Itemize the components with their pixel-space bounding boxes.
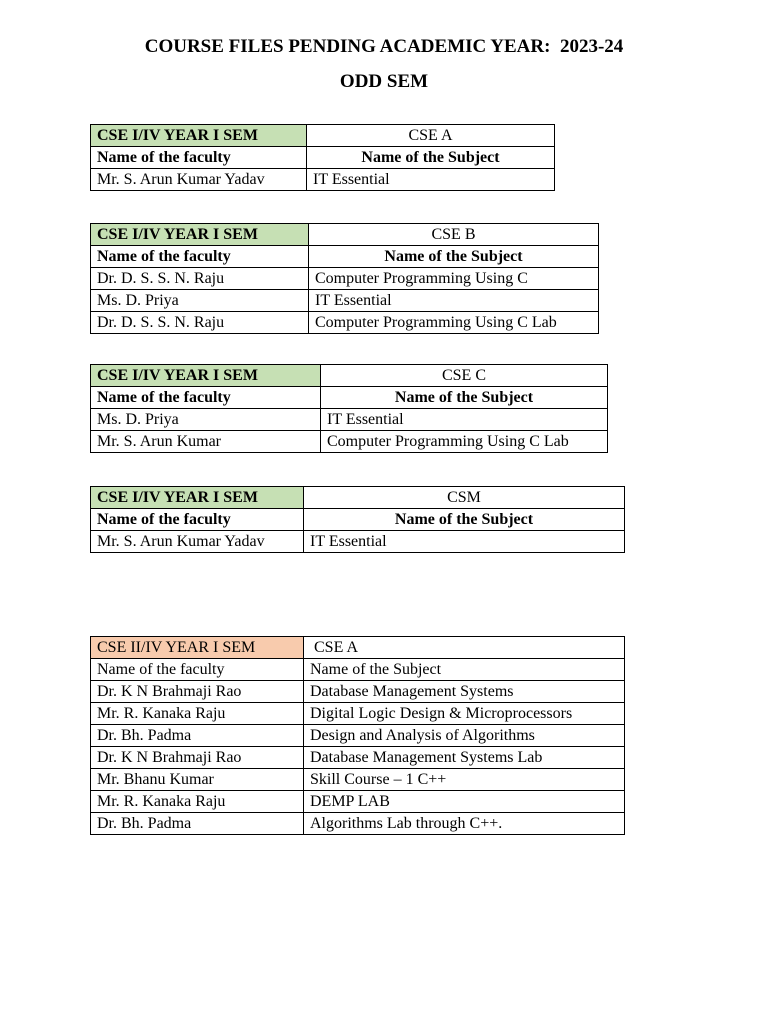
subject-cell: Skill Course – 1 C++ bbox=[304, 769, 625, 791]
year-label-cell: CSE II/IV YEAR I SEM bbox=[91, 637, 304, 659]
table-row bbox=[91, 312, 599, 334]
subject-cell: IT Essential bbox=[304, 531, 625, 553]
section-cell: CSE A bbox=[307, 125, 555, 147]
table-row bbox=[91, 791, 625, 813]
subject-column-header: Name of the Subject bbox=[304, 659, 625, 681]
subject-cell: Database Management Systems Lab bbox=[304, 747, 625, 769]
subject-cell: IT Essential bbox=[309, 290, 599, 312]
table-row bbox=[91, 681, 625, 703]
table-row bbox=[91, 747, 625, 769]
faculty-cell: Mr. S. Arun Kumar bbox=[91, 431, 321, 453]
cse-a-first-year-table bbox=[90, 124, 555, 191]
table-row bbox=[91, 409, 608, 431]
faculty-column-header: Name of the faculty bbox=[91, 387, 321, 409]
faculty-cell: Dr. K N Brahmaji Rao bbox=[91, 747, 304, 769]
column-header-row bbox=[91, 509, 625, 531]
faculty-cell: Mr. S. Arun Kumar Yadav bbox=[91, 169, 307, 191]
table-row bbox=[91, 169, 555, 191]
faculty-cell: Dr. D. S. S. N. Raju bbox=[91, 312, 309, 334]
semester-subtitle: ODD SEM bbox=[339, 71, 429, 92]
cse-b-first-year-table bbox=[90, 223, 599, 334]
subject-cell: DEMP LAB bbox=[304, 791, 625, 813]
table-row bbox=[91, 290, 599, 312]
year-label-cell: CSE I/IV YEAR I SEM bbox=[91, 487, 304, 509]
cse-c-first-year-table bbox=[90, 364, 608, 453]
faculty-cell: Mr. R. Kanaka Raju bbox=[91, 791, 304, 813]
subject-cell: Design and Analysis of Algorithms bbox=[304, 725, 625, 747]
column-header-row bbox=[91, 387, 608, 409]
table-row bbox=[91, 431, 608, 453]
subject-cell: Computer Programming Using C Lab bbox=[321, 431, 608, 453]
faculty-cell: Dr. K N Brahmaji Rao bbox=[91, 681, 304, 703]
section-cell: CSE A bbox=[304, 637, 625, 659]
subject-column-header: Name of the Subject bbox=[309, 246, 599, 268]
faculty-cell: Dr. Bh. Padma bbox=[91, 725, 304, 747]
year-label-cell: CSE I/IV YEAR I SEM bbox=[91, 125, 307, 147]
subject-cell: IT Essential bbox=[307, 169, 555, 191]
subject-cell: Computer Programming Using C Lab bbox=[309, 312, 599, 334]
faculty-cell: Dr. Bh. Padma bbox=[91, 813, 304, 835]
faculty-cell: Mr. Bhanu Kumar bbox=[91, 769, 304, 791]
faculty-cell: Mr. S. Arun Kumar Yadav bbox=[91, 531, 304, 553]
csm-first-year-table bbox=[90, 486, 625, 553]
faculty-column-header: Name of the faculty bbox=[91, 147, 307, 169]
subject-column-header: Name of the Subject bbox=[321, 387, 608, 409]
faculty-column-header: Name of the faculty bbox=[91, 509, 304, 531]
table-row bbox=[91, 531, 625, 553]
faculty-cell: Mr. R. Kanaka Raju bbox=[91, 703, 304, 725]
table-row bbox=[91, 703, 625, 725]
table-header-row bbox=[91, 637, 625, 659]
table-header-row bbox=[91, 487, 625, 509]
table-row bbox=[91, 769, 625, 791]
table-row bbox=[91, 725, 625, 747]
table-header-row bbox=[91, 365, 608, 387]
table-row bbox=[91, 268, 599, 290]
table-header-row bbox=[91, 224, 599, 246]
cse-a-second-year-table bbox=[90, 636, 625, 835]
column-header-row bbox=[91, 659, 625, 681]
section-cell: CSE C bbox=[321, 365, 608, 387]
year-label-cell: CSE I/IV YEAR I SEM bbox=[91, 224, 309, 246]
subject-cell: Computer Programming Using C bbox=[309, 268, 599, 290]
faculty-column-header: Name of the faculty bbox=[91, 246, 309, 268]
column-header-row bbox=[91, 246, 599, 268]
faculty-cell: Ms. D. Priya bbox=[91, 290, 309, 312]
year-label-cell: CSE I/IV YEAR I SEM bbox=[91, 365, 321, 387]
subject-column-header: Name of the Subject bbox=[307, 147, 555, 169]
section-cell: CSE B bbox=[309, 224, 599, 246]
subject-cell: IT Essential bbox=[321, 409, 608, 431]
column-header-row bbox=[91, 147, 555, 169]
subject-cell: Database Management Systems bbox=[304, 681, 625, 703]
subject-column-header: Name of the Subject bbox=[304, 509, 625, 531]
document-title: COURSE FILES PENDING ACADEMIC YEAR: 2023-24 bbox=[144, 36, 624, 57]
faculty-cell: Ms. D. Priya bbox=[91, 409, 321, 431]
table-header-row bbox=[91, 125, 555, 147]
faculty-cell: Dr. D. S. S. N. Raju bbox=[91, 268, 309, 290]
section-cell: CSM bbox=[304, 487, 625, 509]
subject-cell: Digital Logic Design & Microprocessors bbox=[304, 703, 625, 725]
faculty-column-header: Name of the faculty bbox=[91, 659, 304, 681]
subject-cell: Algorithms Lab through C++. bbox=[304, 813, 625, 835]
table-row bbox=[91, 813, 625, 835]
